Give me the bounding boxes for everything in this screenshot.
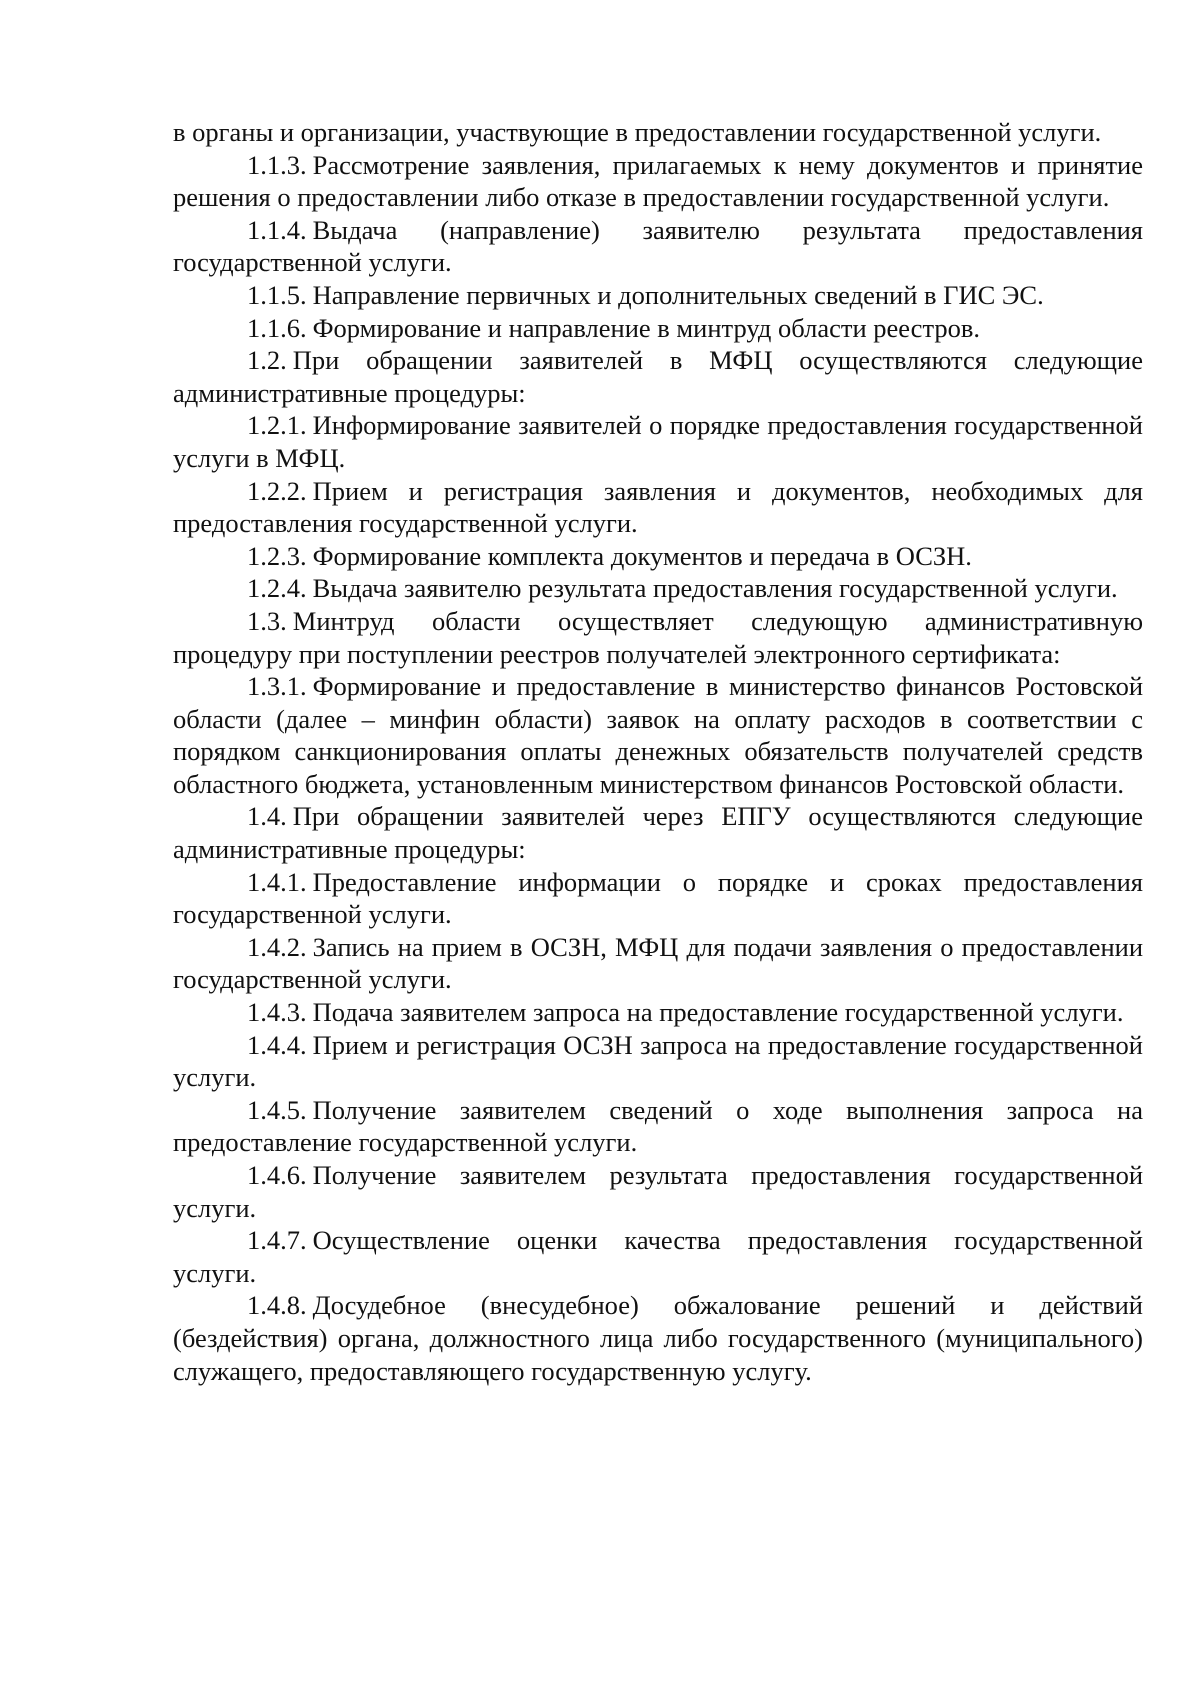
paragraph-number: 1.4.6. xyxy=(247,1160,307,1190)
paragraph-1-1-4 xyxy=(173,214,1143,279)
paragraph-text: При обращении заявителей в МФЦ осуществляются следующие административные процедуры: xyxy=(173,345,1143,408)
paragraph-text: Предоставление информации о порядке и сроках предоставления государственной услуги. xyxy=(173,866,1143,930)
paragraph-number: 1.2.3. xyxy=(247,540,307,571)
paragraph-number: 1.1.4. xyxy=(247,214,307,245)
paragraph-text: Формирование комплекта документов и передача в ОСЗН. xyxy=(312,540,972,571)
paragraph-1-2 xyxy=(173,344,1143,409)
paragraph-text: Выдача (направление) заявителю результата предоставления государственной услуги. xyxy=(173,214,1143,278)
paragraph-number: 1.3. xyxy=(247,605,287,636)
paragraph-number: 1.4. xyxy=(247,801,287,832)
paragraph-text: Запись на прием в ОСЗН, МФЦ для подачи заявления о предоставлении государственной услуги. xyxy=(173,931,1143,995)
paragraph-text: в органы и организации, участвующие в предоставлении государственной услуги. xyxy=(173,117,1102,147)
paragraph-text: Информирование заявителей о порядке предоставления государственной услуги в МФЦ. xyxy=(173,410,1143,473)
paragraph-number: 1.4.2. xyxy=(247,931,307,962)
paragraph-1-4 xyxy=(173,800,1143,865)
paragraph-text: Получение заявителем результата предоставления государственной услуги. xyxy=(173,1160,1143,1223)
paragraph-number: 1.4.7. xyxy=(247,1225,307,1256)
paragraph-1-4-2 xyxy=(173,931,1143,996)
paragraph-1-4-7 xyxy=(173,1224,1143,1289)
paragraph-1-2-2 xyxy=(173,475,1143,540)
paragraph-text: Прием и регистрация заявления и документов, необходимых для предоставления государственной услуги. xyxy=(173,475,1143,539)
paragraph-1-4-3 xyxy=(173,996,1143,1029)
paragraph-1-2-3 xyxy=(173,540,1143,573)
paragraph-number: 1.4.3. xyxy=(247,997,307,1028)
paragraph-text: Направление первичных и дополнительных сведений в ГИС ЭС. xyxy=(312,279,1044,310)
paragraph-number: 1.3.1. xyxy=(247,671,307,702)
paragraph-1-1-5 xyxy=(173,279,1143,312)
paragraph-number: 1.1.5. xyxy=(247,279,307,310)
paragraph-1-1-3 xyxy=(173,149,1143,214)
paragraph-number: 1.4.4. xyxy=(247,1029,307,1060)
paragraph-1-4-5 xyxy=(173,1094,1143,1159)
paragraph-text: Формирование и направление в минтруд области реестров. xyxy=(312,312,980,343)
paragraph-1-2-4 xyxy=(173,572,1143,605)
paragraph-1-4-6 xyxy=(173,1159,1143,1224)
paragraph-1-1-6 xyxy=(173,312,1143,345)
paragraph-1-3-1 xyxy=(173,670,1143,800)
paragraph-number: 1.2. xyxy=(247,345,287,376)
paragraph-number: 1.2.2. xyxy=(247,475,307,506)
paragraph-text: Осуществление оценки качества предоставления государственной услуги. xyxy=(173,1225,1143,1288)
paragraph-text: Прием и регистрация ОСЗН запроса на предоставление государственной услуги. xyxy=(173,1029,1143,1093)
paragraph-1-4-4 xyxy=(173,1029,1143,1094)
paragraph-1-4-1 xyxy=(173,866,1143,931)
paragraph-text: Подача заявителем запроса на предоставление государственной услуги. xyxy=(312,997,1124,1028)
paragraph-continuation xyxy=(173,116,1143,149)
paragraph-1-3 xyxy=(173,605,1143,670)
paragraph-number: 1.2.4. xyxy=(247,573,307,604)
paragraph-text: При обращении заявителей через ЕПГУ осуществляются следующие административные процедуры: xyxy=(173,801,1143,865)
document-body xyxy=(173,116,1143,1387)
paragraph-text: Получение заявителем сведений о ходе выполнения запроса на предоставление государственной услуги. xyxy=(173,1094,1143,1158)
paragraph-number: 1.1.6. xyxy=(247,312,307,343)
paragraph-number: 1.2.1. xyxy=(247,410,307,441)
paragraph-text: Выдача заявителю результата предоставления государственной услуги. xyxy=(312,573,1118,604)
paragraph-number: 1.4.1. xyxy=(247,866,307,897)
paragraph-text: Досудебное (внесудебное) обжалование решений и действий (бездействия) органа, должностного лица либо государственного (муниципального) служащего, предоставляющего государственную услугу. xyxy=(173,1290,1143,1386)
paragraph-text: Минтруд области осуществляет следующую административную процедуру при поступлении реестров получателей электронного сертификата: xyxy=(173,605,1143,669)
paragraph-number: 1.4.5. xyxy=(247,1094,307,1125)
paragraph-number: 1.1.3. xyxy=(247,149,307,180)
paragraph-1-2-1 xyxy=(173,409,1143,474)
paragraph-1-4-8 xyxy=(173,1289,1143,1387)
paragraph-text: Формирование и предоставление в министерство финансов Ростовской области (далее – минфин области) заявок на оплату расходов в соответствии с порядком санкционирования оплаты денежных обязательств получателей средств областного бюджета, установленным министерством финансов Ростовской области. xyxy=(173,671,1143,799)
paragraph-text: Рассмотрение заявления, прилагаемых к нему документов и принятие решения о предоставлении либо отказе в предоставлении государственной услуги. xyxy=(173,149,1143,213)
paragraph-number: 1.4.8. xyxy=(247,1290,307,1321)
